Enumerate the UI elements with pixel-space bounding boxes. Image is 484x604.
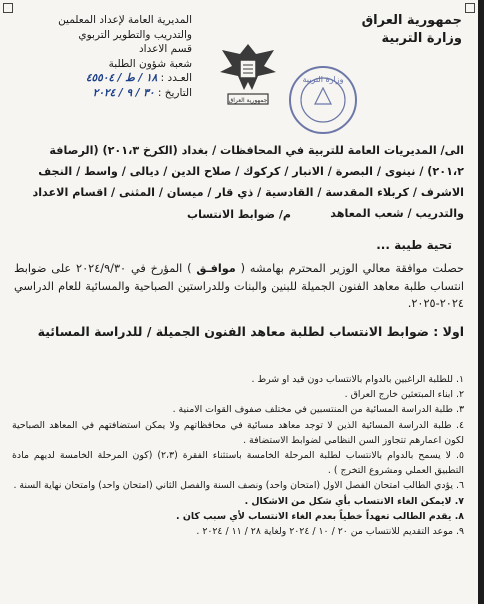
corner-mark: [465, 3, 475, 13]
greeting: تحية طيبة ...: [376, 238, 452, 252]
date-value: ٣٠ / ٩ / ٢٠٢٤: [92, 86, 155, 99]
body-approval-word: موافـق: [196, 262, 236, 275]
emblem-caption: جمهورية العراق: [228, 97, 268, 104]
list-item: ٩. موعد التقديم للانتساب من ٢٠ / ١٠ / ٢٠٢٤ ولغاية ٢٨ / ١١ / ٢٠٢٤ .: [196, 526, 464, 538]
body-paragraph: [14, 260, 464, 313]
header-directorate: المديرية العامة لإعداد المعلمين: [58, 14, 192, 26]
list-item: ٥. لا يسمح بالدوام بالانتساب لطلبة المرحلة الخامسة باستثناء الفقرة (٢،٣) (كون المرحلة الخامسة لديهم مادة التطبيق العملي ومشروع التخرج ) .: [12, 450, 465, 477]
number-value: ١٨ / ط / ٤٥٥٠٤: [85, 72, 158, 84]
list-item: ٢. ابناء المبتعثين خارج العراق .: [344, 389, 464, 401]
header-directorate-sub: والتدريب والتطوير التربوي: [78, 28, 192, 41]
header-ministry: [344, 12, 462, 48]
header-country: جمهورية العراق: [361, 13, 462, 28]
date-label: التاريخ :: [157, 86, 192, 99]
header-number: [12, 71, 192, 86]
list-item: ٤. طلبة الدراسة المسائية الذين لا توجد معاهد مسائية في محافظاتهم ولا يمكن استضافتهم في المعاهد الصباحية لكون اعمارهم تتجاوز السن النظامي لضوابط الاستضافة .: [12, 419, 464, 446]
header-section: قسم الاعداد: [139, 43, 192, 55]
list-item: ١. للطلبة الراغبين بالدوام بالانتساب دون قيد او شرط .: [251, 374, 464, 385]
list-item: ٣. طلبة الدراسة المسائية من المنتسبين في مختلف صفوف القوات الامنية .: [172, 404, 464, 416]
list-item: ٧. لايمكن الغاء الانتساب بأي شكل من الاشكال .: [244, 495, 464, 507]
list-item: ٨. يقدم الطالب تعهداً خطياً بعدم الغاء الانتساب لأي سبب كان .: [176, 510, 464, 522]
header-unit: شعبة شؤون الطلبة: [108, 57, 192, 70]
header-ministry-name: وزارة التربية: [381, 31, 462, 46]
list-item: ٦. يؤدي الطالب امتحان الفصل الاول (امتحان واحد) ونصف السنة والفصل الثاني (امتحان واحد) وامتحان نهاية السنة .: [13, 480, 464, 492]
addressee: الى/ المديريات العامة للتربية في المحافظات / بغداد (الكرخ ٢٠١،٣) (الرصافة ٢٠١،٢) / نينوى / البصرة / الانبار / كركوك / صلاح الدين / ديالى / واسط / النجف الاشرف / كربلاء المقدسة / القادسية / ذي قار / ميسان / المثنى / اقسام الاعداد والتدريب / شعب المعاهد: [32, 144, 464, 220]
header-date: [12, 86, 192, 101]
number-label: العـدد :: [160, 72, 192, 84]
header-department: [12, 13, 192, 100]
official-stamp: [287, 64, 359, 136]
stamp-text: وزارة التربية: [302, 75, 344, 84]
corner-mark: [3, 3, 13, 13]
subject-line: م/ ضوابط الانتساب: [187, 208, 291, 221]
rules-list: [12, 372, 464, 539]
body-text-after: ) المؤرخ في ٢٠٢٤/٩/٣٠ على ضوابط انتساب طلبة معاهد الفنون الجميلة للبنين والبنات وللدراستين الصباحية والمسائية للعام الدراسي ٢٠٢٤-٢٠٢٥.: [14, 262, 464, 310]
section-title: اولا : ضوابط الانتساب لطلبة معاهد الفنون الجميلة / للدراسة المسائية: [37, 324, 464, 339]
body-text-before: حصلت موافقة معالي الوزير المحترم بهامشه (: [235, 262, 464, 275]
iraq-emblem: [216, 38, 280, 108]
